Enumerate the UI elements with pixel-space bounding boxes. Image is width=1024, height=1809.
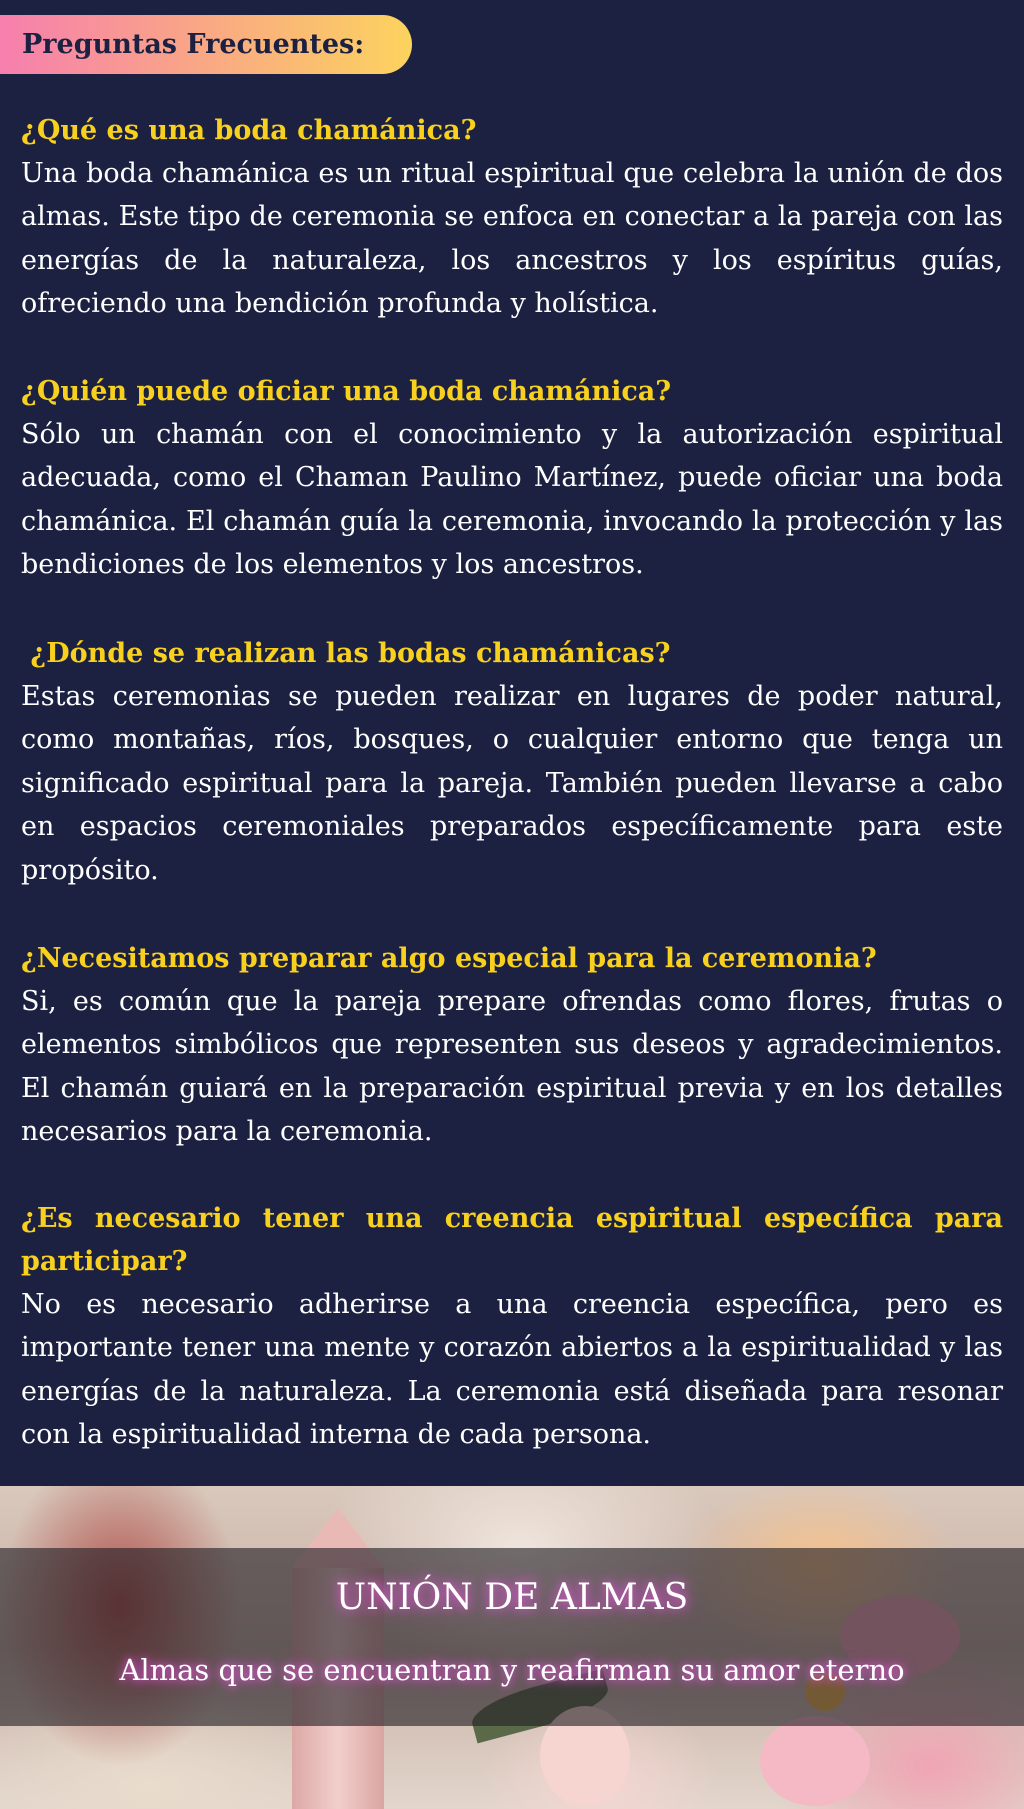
banner-title: UNIÓN DE ALMAS	[335, 1577, 689, 1618]
faq-item	[21, 109, 1003, 326]
faq-question: ¿Qué es una boda chamánica?	[21, 115, 477, 146]
faq-question: ¿Quién puede oficiar una boda chamánica?	[21, 376, 672, 407]
faq-heading-badge: Preguntas Frecuentes:	[0, 15, 412, 74]
union-banner	[0, 1486, 1024, 1809]
faq-item	[21, 1197, 1003, 1457]
faq-item	[21, 937, 1003, 1154]
banner-subtitle: Almas que se encuentran y reafirman su amor eterno	[119, 1653, 905, 1687]
faq-answer: Una boda chamánica es un ritual espiritual que celebra la unión de dos almas. Este tipo de ceremonia se enfoca en conectar a la pareja con las energías de la naturaleza, los ancestros y los espíritus guías, ofreciendo una bendición profunda y holística.	[21, 158, 1003, 320]
faq-answer: Si, es común que la pareja prepare ofrendas como flores, frutas o elementos simbólicos que representen sus deseos y agradecimientos. El chamán guiará en la preparación espiritual previa y en los detalles necesarios para la ceremonia.	[21, 986, 1003, 1148]
faq-answer: Sólo un chamán con el conocimiento y la autorización espiritual adecuada, como el Chaman Paulino Martínez, puede oficiar una boda chamánica. El chamán guía la ceremonia, invocando la protección y las bendiciones de los elementos y los ancestros.	[21, 419, 1003, 581]
flower-petal-decoration	[760, 1716, 870, 1806]
faq-question: ¿Es necesario tener una creencia espiritual específica para participar?	[21, 1203, 1003, 1277]
faq-item	[21, 632, 1003, 892]
faq-item	[21, 370, 1003, 587]
faq-answer: Estas ceremonias se pueden realizar en lugares de poder natural, como montañas, ríos, bosques, o cualquier entorno que tenga un significado espiritual para la pareja. También pueden llevarse a cabo en espacios ceremoniales preparados específicamente para este propósito.	[21, 681, 1003, 886]
faq-question: ¿Dónde se realizan las bodas chamánicas?	[21, 638, 671, 669]
faq-answer: No es necesario adherirse a una creencia específica, pero es importante tener una mente y corazón abiertos a la espiritualidad y las energías de la naturaleza. La ceremonia está diseñada para resonar con la espiritualidad interna de cada persona.	[21, 1289, 1003, 1451]
faq-question: ¿Necesitamos preparar algo especial para la ceremonia?	[21, 943, 877, 974]
